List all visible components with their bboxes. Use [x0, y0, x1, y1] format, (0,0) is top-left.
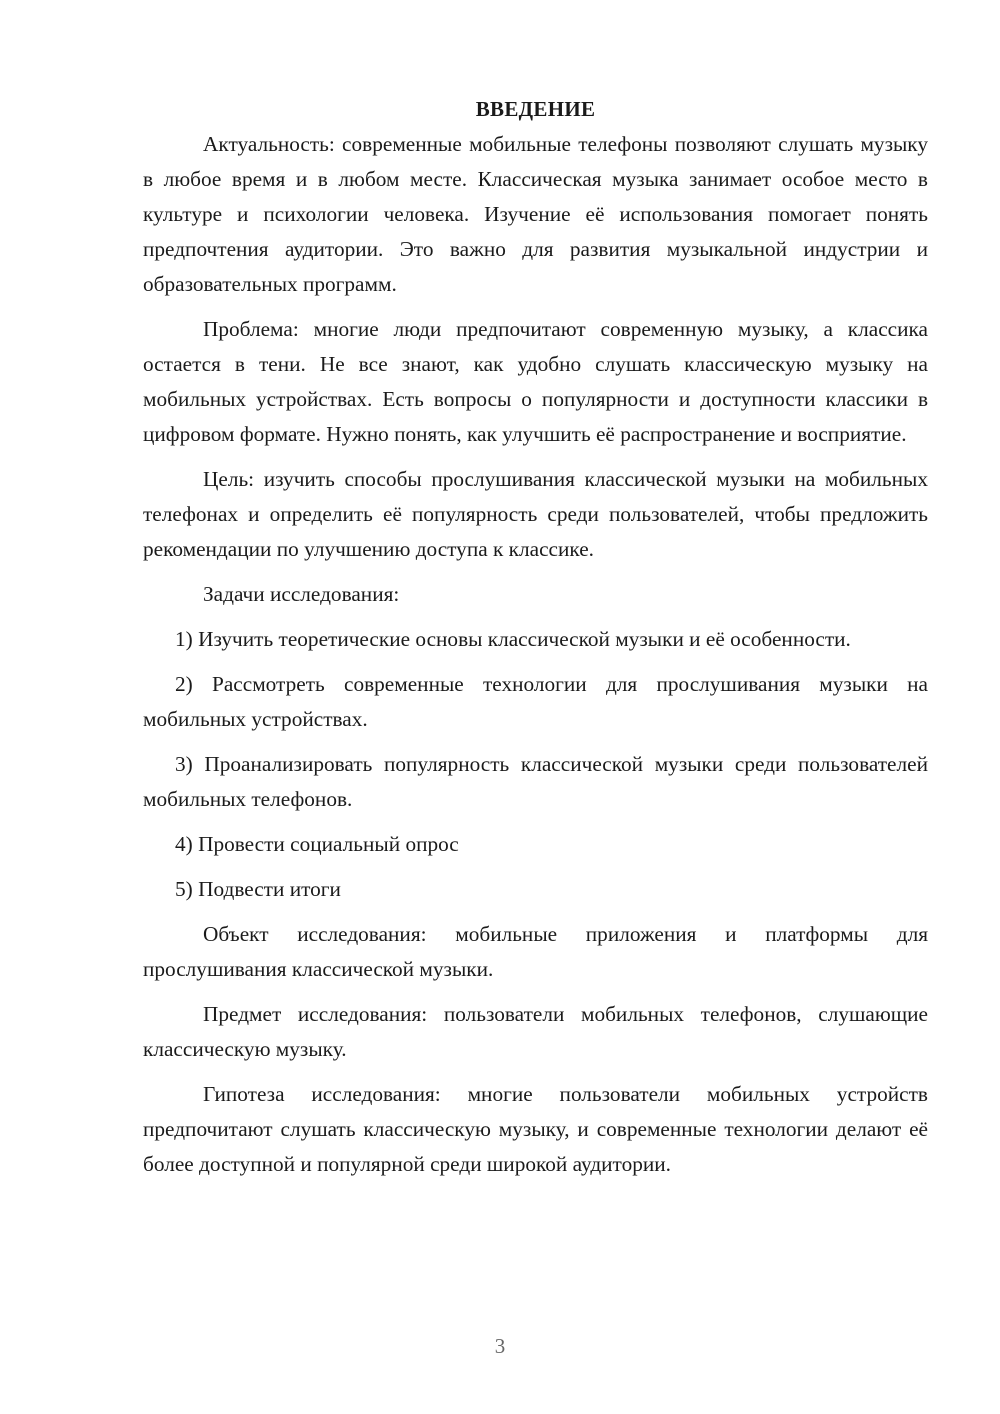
paragraph-object: Объект исследования: мобильные приложения и платформы для прослушивания классической музыки.: [143, 922, 928, 981]
paragraph-problem: Проблема: многие люди предпочитают современную музыку, а классика остается в тени. Не все знают, как удобно слушать классическую музыку на мобильных устройствах. Есть вопросы о популярности и доступности классики в цифровом формате. Нужно понять, как улучшить её распространение и восприятие.: [143, 317, 928, 446]
page-number: 3: [494, 1334, 506, 1358]
list-item: 4) Провести социальный опрос: [175, 832, 459, 856]
list-item: 2) Рассмотреть современные технологии для прослушивания музыки на мобильных устройствах.: [143, 672, 928, 731]
list-item: 3) Проанализировать популярность классической музыки среди пользователей мобильных телефонов.: [143, 752, 928, 811]
list-item: 5) Подвести итоги: [175, 877, 341, 901]
paragraph-goal: Цель: изучить способы прослушивания классической музыки на мобильных телефонах и определить её популярность среди пользователей, чтобы предложить рекомендации по улучшению доступа к классике.: [143, 467, 928, 561]
paragraph-subject: Предмет исследования: пользователи мобильных телефонов, слушающие классическую музыку.: [143, 1002, 928, 1061]
paragraph-relevance: Актуальность: современные мобильные телефоны позволяют слушать музыку в любое время и в любом месте. Классическая музыка занимает особое место в культуре и психологии человека. Изучение её использования помогает понять предпочтения аудитории. Это важно для развития музыкальной индустрии и образовательных программ.: [143, 132, 928, 296]
paragraph-tasks-heading: Задачи исследования:: [203, 582, 400, 606]
page-title: ВВЕДЕНИЕ: [475, 97, 596, 121]
list-item: 1) Изучить теоретические основы классической музыки и её особенности.: [175, 627, 851, 651]
paragraph-hypothesis: Гипотеза исследования: многие пользователи мобильных устройств предпочитают слушать классическую музыку, и современные технологии делают её более доступной и популярной среди широкой аудитории.: [143, 1082, 928, 1176]
document-page: [143, 92, 928, 1192]
